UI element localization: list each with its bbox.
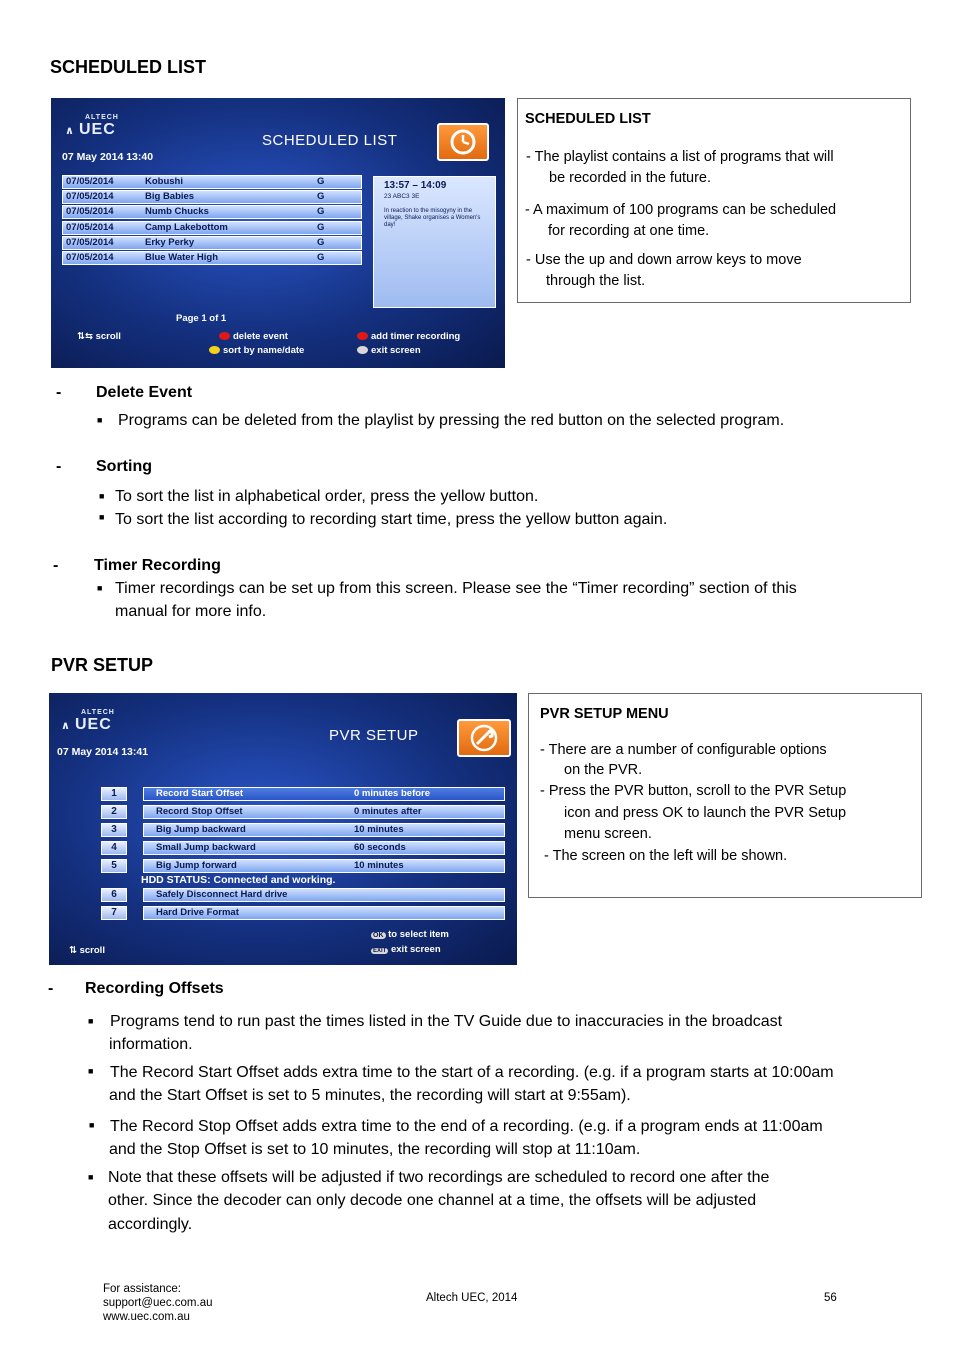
menu-item-label: Record Stop Offset (156, 806, 243, 817)
menu-item-label: Record Start Offset (156, 788, 244, 799)
offsets-text: and the Stop Offset is set to 10 minutes, the recording will stop at 11:10am. (109, 1141, 641, 1158)
offsets-text: other. Since the decoder can only decode one channel at a time, the offsets will be adjusted (108, 1192, 757, 1209)
bullet-icon: ■ (88, 1172, 94, 1182)
hdd-status: HDD STATUS: Connected and working. (141, 874, 336, 886)
program-time: 13:57 – 14:09 (384, 180, 447, 191)
menu-item-number: 5 (101, 859, 127, 873)
arrow-keys-icon: ⇅ (69, 945, 80, 956)
offsets-text: The Record Stop Offset adds extra time to the end of a recording. (e.g. if a program ends at 11:00am (110, 1118, 823, 1135)
list-dash: - (48, 980, 54, 997)
footer-website[interactable]: www.uec.com.au (103, 1311, 190, 1323)
add-timer-hint: add timer recording (357, 331, 460, 342)
table-row[interactable] (62, 251, 362, 265)
row-program-name: Blue Water High (145, 252, 219, 263)
record-button-icon (357, 332, 368, 340)
table-row[interactable] (62, 205, 362, 219)
bullet-icon: ■ (99, 512, 105, 522)
row-date: 07/05/2014 (66, 221, 114, 233)
info-line: menu screen. (564, 826, 652, 842)
row-date: 07/05/2014 (66, 236, 114, 248)
arrow-keys-icon: ⇅⇆ (77, 331, 96, 342)
menu-item-value: 60 seconds (354, 842, 406, 853)
program-channel: 23 ABC3 3E (384, 193, 420, 200)
delete-event-text: Programs can be deleted from the playlist by pressing the red button on the selected program. (118, 412, 785, 429)
row-program-name: Camp Lakebottom (145, 221, 228, 233)
menu-item-label: Safely Disconnect Hard drive (156, 889, 288, 900)
exit-button-icon: EXIT (373, 948, 387, 954)
row-date: 07/05/2014 (66, 191, 114, 203)
menu-item-number: 7 (101, 906, 127, 920)
info-line: - A maximum of 100 programs can be scheduled (525, 202, 837, 218)
offsets-text: information. (109, 1036, 193, 1053)
sorting-heading: Sorting (96, 458, 152, 475)
row-rating: G (317, 221, 325, 233)
clock-icon (437, 123, 489, 161)
ok-button-icon: OK (373, 932, 384, 939)
pvr-setup-heading: PVR SETUP (51, 655, 154, 675)
offsets-text: The Record Start Offset adds extra time to the start of a recording. (e.g. if a program starts at 10:00am (110, 1064, 834, 1081)
scheduled-list-heading: SCHEDULED LIST (50, 57, 207, 77)
row-rating: G (317, 252, 325, 263)
info-line: - Use the up and down arrow keys to move (526, 252, 802, 268)
row-program-name: Big Babies (145, 191, 195, 203)
exit-button-icon (357, 346, 368, 354)
delete-event-hint: delete event (219, 331, 288, 342)
select-item-hint: OK to select item (373, 929, 449, 940)
menu-item[interactable] (143, 888, 505, 902)
row-program-name: Kobushi (145, 176, 183, 187)
row-date: 07/05/2014 (66, 206, 114, 218)
scheduled-list-screenshot (51, 98, 505, 368)
info-line: through the list. (546, 273, 646, 289)
menu-item-number: 2 (101, 805, 127, 819)
info-box-title: SCHEDULED LIST (525, 111, 651, 127)
sort-hint: sort by name/date (209, 345, 304, 356)
offsets-text: Programs tend to run past the times listed in the TV Guide due to inaccuracies in the broadcast (110, 1013, 783, 1030)
list-dash: - (53, 557, 59, 574)
table-row[interactable] (62, 236, 362, 250)
footer-email[interactable]: support@uec.com.au (103, 1297, 213, 1309)
info-line: - The playlist contains a list of programs that will (526, 149, 834, 165)
timer-recording-text-1: Timer recordings can be set up from this screen. Please see the “Timer recording” section of this (115, 580, 797, 597)
info-line: for recording at one time. (548, 223, 710, 239)
menu-item-value: 0 minutes after (354, 806, 422, 817)
menu-item-label: Small Jump backward (156, 842, 256, 853)
menu-item-number: 3 (101, 823, 127, 837)
program-description: In reaction to the misogyny in the village, Shake organises a Women's day! (384, 208, 481, 228)
scheduled-list-info-box (517, 98, 911, 303)
menu-item-label: Big Jump forward (156, 860, 237, 871)
offsets-text: and the Start Offset is set to 5 minutes, the recording will start at 9:55am). (109, 1087, 631, 1104)
menu-item[interactable] (143, 823, 505, 837)
menu-item-value: 0 minutes before (354, 788, 431, 799)
bullet-icon: ■ (97, 583, 103, 593)
menu-item-label: Big Jump backward (156, 824, 246, 835)
screen-datetime: 07 May 2014 13:40 (62, 151, 154, 163)
bullet-icon: ■ (99, 491, 105, 501)
row-rating: G (317, 176, 325, 187)
table-row[interactable] (62, 190, 362, 204)
menu-item[interactable] (143, 805, 505, 819)
table-row[interactable] (62, 175, 362, 189)
offsets-text: Note that these offsets will be adjusted if two recordings are scheduled to record one after the (108, 1169, 770, 1186)
altech-uec-logo: ALTECH ∧ UEC (65, 114, 119, 138)
menu-item-label: Hard Drive Format (156, 907, 239, 918)
recording-offsets-heading: Recording Offsets (85, 980, 224, 997)
row-date: 07/05/2014 (66, 252, 114, 263)
info-line: - Press the PVR button, scroll to the PVR Setup (540, 783, 847, 799)
red-button-icon (219, 332, 230, 340)
footer-assist-label: For assistance: (103, 1283, 181, 1295)
list-dash: - (56, 458, 62, 475)
altech-uec-logo: ALTECH ∧ UEC (61, 709, 115, 733)
exit-hint: exit screen (357, 345, 421, 356)
scroll-hint: ⇅ scroll (69, 945, 105, 956)
menu-item-number: 6 (101, 888, 127, 902)
timer-recording-heading: Timer Recording (94, 557, 221, 574)
menu-item[interactable] (143, 787, 505, 801)
bullet-icon: ■ (88, 1066, 94, 1076)
screen-datetime: 07 May 2014 13:41 (57, 746, 149, 758)
info-box-title: PVR SETUP MENU (540, 706, 669, 722)
exit-hint: EXIT exit screen (373, 944, 441, 955)
table-row[interactable] (62, 221, 362, 235)
row-program-name: Numb Chucks (145, 206, 209, 218)
menu-item-value: 10 minutes (354, 824, 404, 835)
bullet-icon: ■ (89, 1120, 95, 1130)
row-rating: G (317, 191, 325, 203)
pvr-setup-screenshot (49, 693, 517, 965)
menu-item-value: 10 minutes (354, 860, 404, 871)
menu-item[interactable] (143, 859, 505, 873)
wrench-icon (457, 719, 511, 757)
bullet-icon: ■ (88, 1016, 94, 1026)
page-number: 56 (824, 1292, 837, 1304)
pvr-setup-info-box (528, 693, 922, 898)
timer-recording-text-2: manual for more info. (115, 603, 267, 620)
info-line: - There are a number of configurable options (540, 742, 827, 758)
info-line: be recorded in the future. (549, 170, 712, 186)
offsets-text: accordingly. (108, 1216, 193, 1233)
bullet-icon: ■ (97, 415, 103, 425)
menu-item-number: 4 (101, 841, 127, 855)
footer-copyright: Altech UEC, 2014 (426, 1292, 518, 1304)
info-line: icon and press OK to launch the PVR Setup (564, 805, 847, 821)
program-info-panel (373, 176, 496, 308)
footer-assistance (103, 1282, 212, 1324)
screen-title: PVR SETUP (329, 727, 419, 744)
sorting-text-1: To sort the list in alphabetical order, press the yellow button. (115, 488, 539, 505)
delete-event-heading: Delete Event (96, 384, 193, 401)
page-indicator: Page 1 of 1 (176, 313, 227, 324)
sorting-text-2: To sort the list according to recording start time, press the yellow button again. (115, 511, 668, 528)
row-date: 07/05/2014 (66, 176, 114, 187)
menu-item-number: 1 (101, 787, 127, 801)
menu-item[interactable] (143, 906, 505, 920)
screen-title: SCHEDULED LIST (262, 132, 398, 149)
row-rating: G (317, 236, 325, 248)
info-line: - The screen on the left will be shown. (544, 848, 788, 864)
row-program-name: Erky Perky (145, 236, 195, 248)
yellow-button-icon (209, 346, 220, 354)
list-dash: - (56, 384, 62, 401)
menu-item[interactable] (143, 841, 505, 855)
row-rating: G (317, 206, 325, 218)
info-line: on the PVR. (564, 762, 643, 778)
scroll-hint: ⇅⇆ scroll (77, 331, 121, 342)
